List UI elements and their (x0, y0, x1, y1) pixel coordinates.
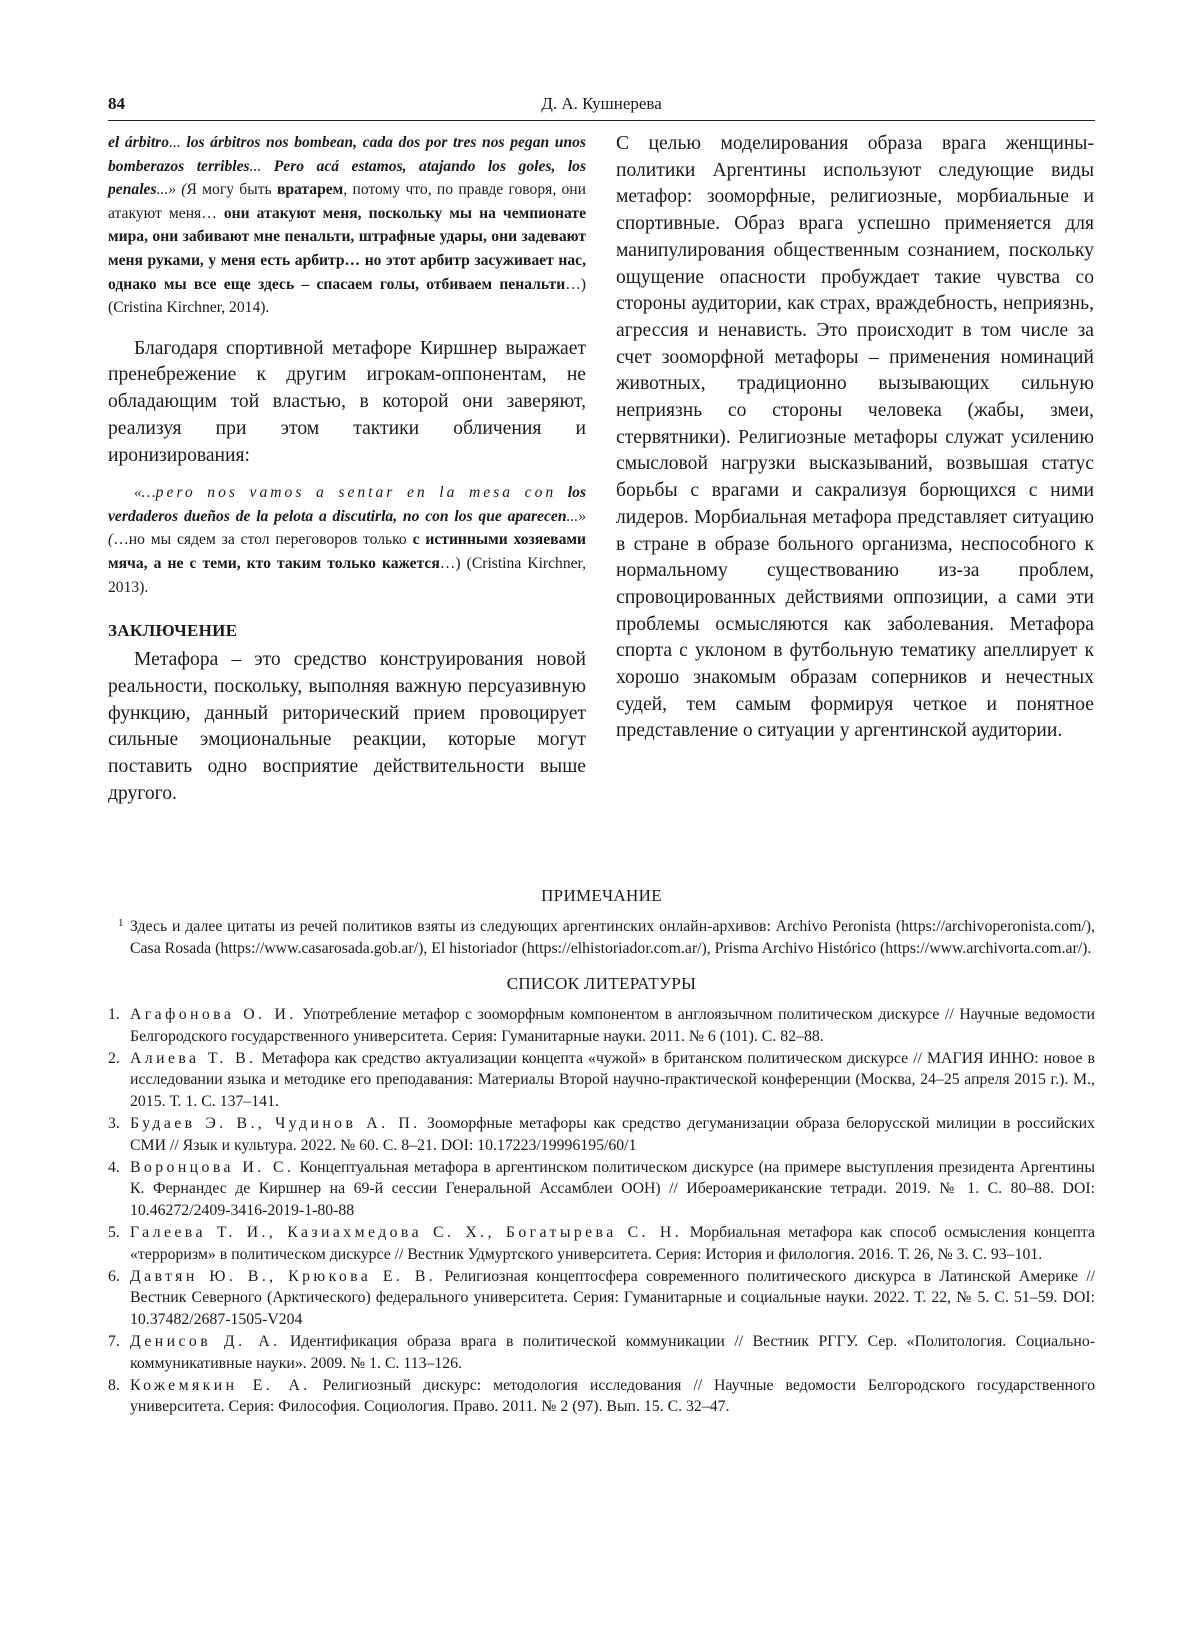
footnote-mark: 1 (118, 917, 124, 929)
page-header (108, 88, 1095, 121)
reference-text: Морбиальная метафора как способ осмысления концепта «терроризм» в политическом дискурсе // Вестник Удмуртского университета. Серия: История и филология. 2016. Т. 26, № 3. С. 93–101. (130, 1223, 1095, 1263)
reference-text: Идентификация образа врага в политической коммуникации // Вестник РГГУ. Сер. «Политология. Социально-коммуникативные науки». 2009. № 1. С. 113–126. (130, 1332, 1095, 1372)
reference-number: 7. (108, 1332, 120, 1350)
reference-authors: Алиева Т. В. (130, 1049, 257, 1067)
quote-ru-bold1: вратарем (276, 181, 344, 199)
reference-item (108, 1375, 1095, 1419)
quote-ru-end: …) (Cristina Kirchner, 2014). (108, 275, 586, 317)
quote-es-part2: los árbitros nos bombean, cada dos por tres nos pegan unos bomberazos terribles (108, 134, 586, 175)
reference-authors: Давтян Ю. В., Крюкова Е. В. (130, 1267, 437, 1285)
reference-number: 1. (108, 1006, 120, 1023)
quote-kirchner-2013 (108, 481, 586, 599)
reference-number: 5. (108, 1223, 120, 1241)
reference-authors: Кожемякин Е. А. (130, 1376, 311, 1394)
paragraph-sport-metaphor: Благодаря спортивной метафоре Киршнер выражает пренебрежение к другим игрокам-оппонентам, не обладающим той властью, в которой они заверяют, реализуя при этом тактики обличения и иронизирования: (108, 337, 586, 466)
quote2-ru-bold: с истинными хозяевами мяча, а не с теми, кто таким только кажется (108, 531, 586, 573)
two-column-body (108, 131, 1095, 866)
left-column (108, 131, 586, 807)
quote-es-end: ...» ( (156, 181, 187, 199)
reference-item (108, 1222, 1095, 1266)
quote2-es-italic: pero nos vamos a sentar en la mesa con (155, 484, 568, 502)
reference-authors: Агафонова О. И. (130, 1006, 297, 1023)
references-list (108, 1004, 1095, 1418)
quote2-es-open: «… (134, 484, 156, 502)
quote-es-part1: el árbitro (108, 134, 170, 151)
conclusion-heading: ЗАКЛЮЧЕНИЕ (108, 621, 238, 641)
reference-authors: Денисов Д. А. (130, 1332, 281, 1350)
quote2-es-end: ...» ( (108, 507, 586, 549)
reference-item (108, 1157, 1095, 1222)
quote2-es-bold-italic: los verdaderos dueños de la pelota a discutirla, no con los que aparecen (108, 484, 586, 525)
reference-text: Зооморфные метафоры как средство дегуманизации образа белорусской милиции в российских СМИ // Язык и культура. 2022. № 60. С. 8–21. DOI: 10.17223/19996195/60/1 (130, 1114, 1095, 1154)
reference-number: 6. (108, 1267, 120, 1285)
quote-ru-bold2: они атакуют меня, поскольку мы на чемпионате мира, они забивают мне пенальти, штрафные удары, они задевают меня руками, у меня есть арбитр… но этот арбитр засуживает нас, однако мы все еще здесь – спасаем голы, отбиваем пенальти (108, 204, 586, 293)
reference-item (108, 1048, 1095, 1113)
quote-ru-plain2: , потому что, по правде говоря, они атакуют меня… (108, 181, 586, 222)
reference-authors: Галеева Т. И., Казиахмедова С. Х., Богатырева С. Н. (130, 1223, 683, 1241)
page-number: 84 (108, 94, 125, 113)
reference-item (108, 1113, 1095, 1157)
quote2-ru-end: …) (Cristina Kirchner, 2013). (108, 555, 587, 596)
quote-kirchner-2014 (108, 131, 586, 320)
reference-text: Религиозная концептосфера современного политического дискурса в Латинской Америке // Вестник Северного (Арктического) федерального университета. Серия: Гуманитарные и социальные науки. 2022. Т. 22, № 5. С. 51–59. DOI: 10.37482/2687-1505-V204 (130, 1267, 1095, 1329)
reference-item (108, 1266, 1095, 1331)
quote-es-ellipsis1: ... (169, 134, 187, 151)
reference-item (108, 1331, 1095, 1375)
reference-number: 2. (108, 1049, 120, 1067)
reference-text: Концептуальная метафора в аргентинском политическом дискурсе (на примере выступления президента Аргентины К. Фернандес де Киршнер на 69-й сессии Генеральной Ассамблеи ООН) // Ибероамериканские тетради. 2019. № 1. С. 80–88. DOI: 10.46272/2409-3416-2019-1-80-88 (130, 1158, 1095, 1220)
right-column (616, 131, 1094, 745)
running-head: Д. А. Кушнерева (541, 94, 662, 113)
reference-text: Метафора как средство актуализации концепта «чужой» в британском политическом дискурсе // МАГИЯ ИННО: новое в исследовании языка и методике его преподавания: Материалы Второй научно-практической конференции (Москва, 24–25 апреля 2015 г.). М., 2015. Т. 1. С. 137–141. (130, 1049, 1095, 1111)
quote-ru-plain1: Я могу быть (186, 181, 277, 199)
footnote-text: Здесь и далее цитаты из речей политиков взяты из следующих аргентинских онлайн-архивов: Archivo Peronista (https://archivoperonista.com/), Casa Rosada (https://www.casarosada.gob.ar/), El historiador (https://elhistoriador.com.ar/), Prisma Archivo Histórico (https://www.archivorta.com.ar/). (130, 918, 1095, 957)
paragraph-enemy-image: С целью моделирования образа врага женщины-политики Аргентины используют следующие виды метафор: зооморфные, религиозные, морбиальные и спортивные. Образ врага успешно применяется для манипулирования общественным сознанием, поскольку ощущение опасности пробуждает такие чувства со стороны аудитории, как страх, враждебность, неприязнь, агрессия и ненависть. Это происходит в том числе за счет зооморфной метафоры – применения номинаций животных, традиционно вызывающих сильную неприязнь со стороны человека (жабы, змеи, стервятники). Религиозные метафоры служат усилению смысловой нагрузки высказываний, возвышая статус борьбы с врагами и сакрализуя борющихся с ними лидеров. Морбиальная метафора представляет ситуацию в стране в образе больного организма, неспособного к нормальному существованию из-за проблем, спровоцированных действиями оппозиции, а сами эти проблемы осмысляются как заболевания. Метафора спорта с уклоном в футбольную тематику апеллирует к хорошо знакомым образам соперников и нечестных судей, тем самым формируя четкое и понятное представление о ситуации у аргентинской аудитории. (616, 133, 1094, 742)
conclusion-text: Метафора – это средство конструирования новой реальности, поскольку, выполняя важную персуазивную функцию, данный риторический прием провоцирует сильные эмоциональные реакции, которые могут поставить одно восприятие действительности выше другого. (108, 649, 586, 804)
page (108, 88, 1095, 1418)
reference-number: 8. (108, 1376, 120, 1394)
footnote (108, 916, 1095, 960)
notes-heading: ПРИМЕЧАНИЕ (541, 886, 662, 905)
reference-number: 3. (108, 1114, 120, 1132)
quote2-ru-plain1: …но мы сядем за стол переговоров только (113, 531, 413, 549)
references-heading: СПИСОК ЛИТЕРАТУРЫ (506, 974, 697, 993)
reference-item (108, 1004, 1095, 1048)
references-section (108, 974, 1095, 1418)
reference-text: Религиозный дискурс: методология исследования // Научные ведомости Белгородского государственного университета. Серия: Философия. Социология. Право. 2011. № 2 (97). Вып. 15. С. 32–47. (130, 1376, 1096, 1416)
reference-authors: Будаев Э. В., Чудинов А. П. (130, 1114, 421, 1132)
quote-es-part3: Pero acá estamos, atajando los goles, los penales (108, 157, 587, 199)
reference-authors: Воронцова И. С. (130, 1158, 295, 1176)
reference-text: Употребление метафор с зооморфным компонентом в англоязычном политическом дискурсе // Научные ведомости Белгородского государственного университета. Серия: Гуманитарные науки. 2011. № 6 (101). С. 82–88. (130, 1006, 1095, 1045)
quote-es-ellipsis2: ... (249, 157, 274, 175)
notes-section (108, 886, 1095, 960)
reference-number: 4. (108, 1158, 120, 1176)
